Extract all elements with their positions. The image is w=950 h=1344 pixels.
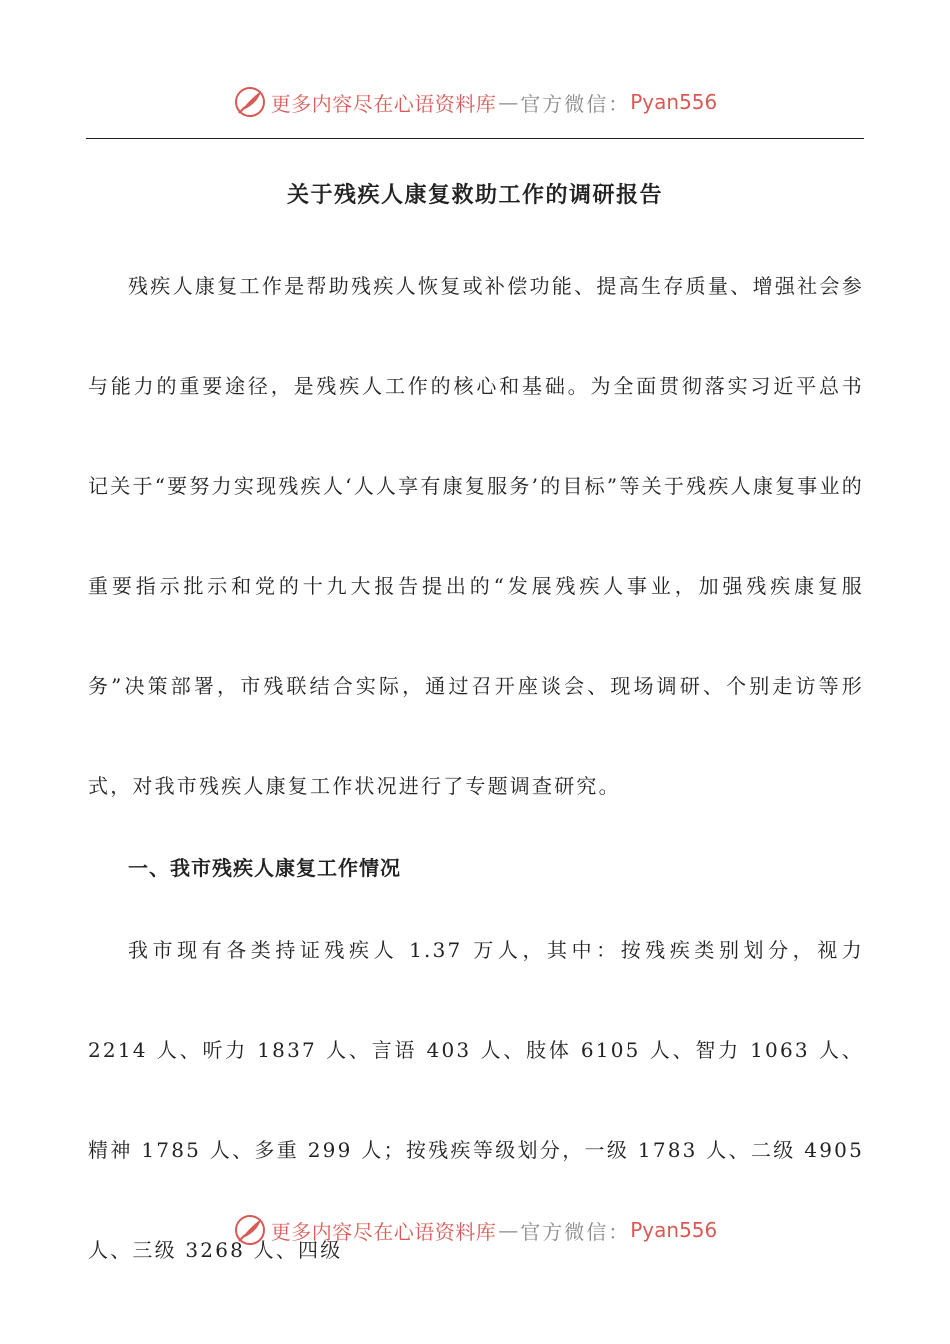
banner-wechat-label: 官方微信： [520, 1219, 631, 1244]
footer-banner [0, 1208, 950, 1252]
statistics-paragraph: 我市现有各类持证残疾人 1.37 万人，其中：按残疾类别划分，视力 2214 人、听力 1837 人、言语 403 人、肢体 6105 人、智力 1063 人、精神 1785 人、多重 299 人；按残疾等级划分，一级 1783 人、二级 4905 人、三级 3268 人、四级 [88, 938, 864, 1262]
document-title: 关于残疾人康复救助工作的调研报告 [286, 182, 663, 208]
quill-pen-logo-icon [233, 1213, 267, 1247]
header-divider [86, 138, 864, 139]
banner-separator: — [498, 90, 519, 114]
section-heading: 一、我市残疾人康复工作情况 [128, 856, 401, 880]
intro-paragraph: 残疾人康复工作是帮助残疾人恢复或补偿功能、提高生存质量、增强社会参与能力的重要途径，是残疾人工作的核心和基础。为全面贯彻落实习近平总书记关于“要努力实现残疾人‘人人享有康复服务’的目标”等关于残疾人康复事业的重要指示批示和党的十九大报告提出的“发展残疾人事业，加强残疾康复服务”决策部署，市残联结合实际，通过召开座谈会、现场调研、个别走访等形式，对我市残疾人康复工作状况进行了专题调查研究。 [88, 274, 864, 798]
quill-pen-logo-icon [233, 85, 267, 119]
banner-wechat-id: Pyan556 [630, 90, 718, 114]
banner-wechat-id: Pyan556 [630, 1218, 718, 1242]
banner-separator: — [498, 1218, 519, 1242]
banner-wechat-label: 官方微信： [520, 91, 631, 116]
header-banner [0, 80, 950, 124]
banner-main-text: 更多内容尽在心语资料库 [270, 91, 497, 116]
banner-main-text: 更多内容尽在心语资料库 [270, 1219, 497, 1244]
